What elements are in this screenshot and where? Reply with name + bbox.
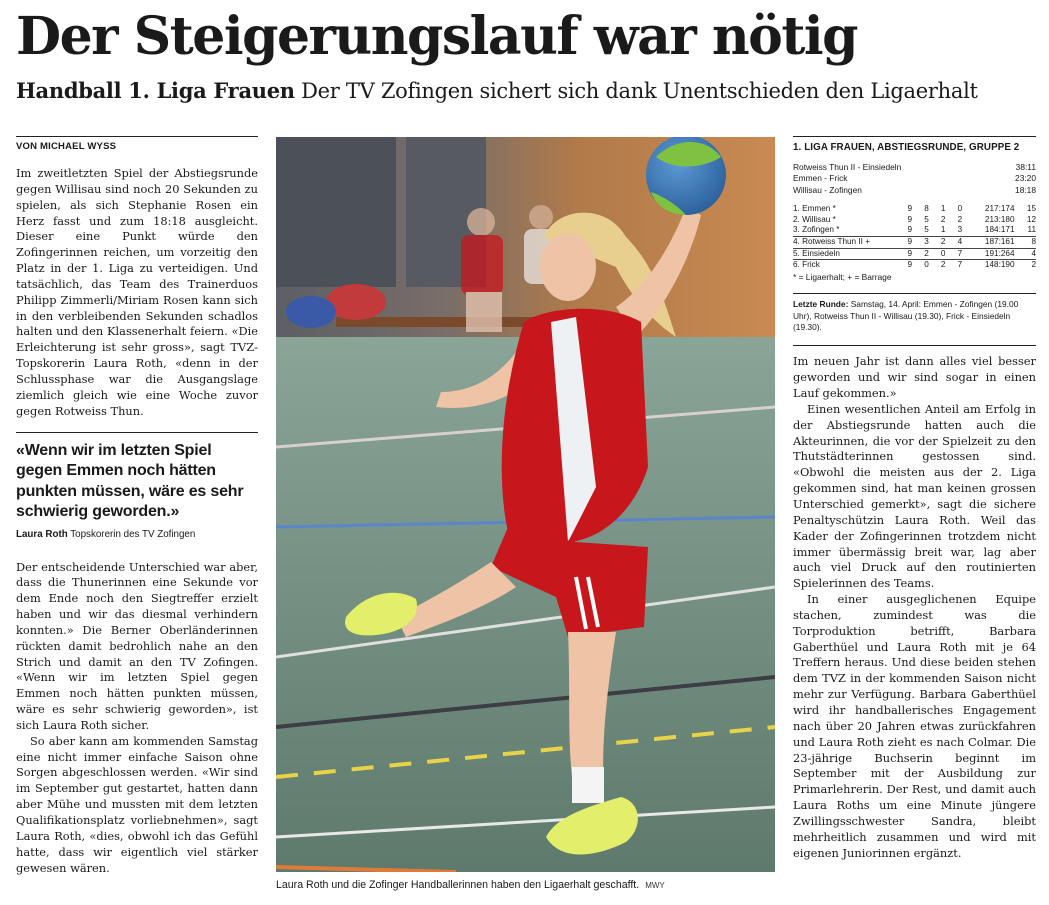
goals-cell: 187:161 — [962, 237, 1014, 249]
pull-quote-author — [16, 529, 258, 540]
wins-cell: 2 — [912, 248, 929, 260]
left-column-text-bottom — [16, 560, 258, 877]
result-match: Willisau - Zofingen — [793, 184, 862, 195]
goals-cell: 217:174 — [984, 204, 1015, 214]
points-cell: 11 — [1015, 225, 1036, 236]
table-row — [793, 204, 1036, 215]
draws-cell: 2 — [940, 214, 946, 224]
standings-title: 1. LIGA FRAUEN, ABSTIEGSRUNDE, GRUPPE 2 — [793, 142, 1020, 153]
points-cell: 12 — [1026, 214, 1036, 224]
article-photo — [276, 137, 775, 872]
points-cell: 2 — [1031, 260, 1036, 270]
draws-cell: 1 — [929, 225, 946, 236]
result-score: 23:20 — [1015, 173, 1036, 184]
games-cell: 9 — [907, 214, 913, 224]
kicker: Handball 1. Liga Frauen — [16, 78, 295, 103]
result-row — [793, 185, 1036, 196]
draws-cell: 2 — [940, 260, 946, 270]
right-column — [793, 136, 1036, 861]
results-list — [793, 162, 1036, 196]
draws-cell: 1 — [940, 204, 946, 214]
paragraph: So aber kann am kommenden Samstag eine nicht immer einfache Saison ohne Sorgen abgeschlossen werden. «Wir sind im September gut gestartet, hatten dann aber Mühe und mussten mit dem letzten Qualifikationsplatz vorliebnehmen», sagt Laura Roth, «dies, obwohl ich das Gefühl hatte, dass wir eigentlich viel stärker gewesen wären. — [16, 733, 258, 875]
table-row — [793, 237, 1036, 249]
headline: Der Steigerungslauf war nötig — [16, 6, 857, 67]
handball — [646, 137, 726, 215]
games-cell: 9 — [907, 204, 913, 214]
paragraph: Im zweitletzten Spiel der Abstiegsrunde gegen Willisau sind noch 20 Sekunden zu spielen, als sich Stephanie Rosen ein Herz fasst und zum 18:18 ausgleicht. Dieser eine Punkt würde den Zofingerinnen reichen, um vorzeitig den Platz in der 1. Liga zu verteidigen. Und tatsächlich, das Team des Trainerduos Philipp Zimmerli/Miriam Rosen kann sich in den verbleibenden Sekunden schadlos halten und den Klassenerhalt feiern. «Die Erleichterung ist sehr gross», sagt TVZ-Topskorerin Laura Roth, «denn in der Schlussphase war die Ausgangslage ziemlich gleich wie eine Woche zuvor gegen Rotweiss Thun. — [16, 166, 258, 418]
result-match: Emmen - Frick — [793, 173, 848, 184]
points-cell: 15 — [1026, 204, 1036, 214]
paragraph: In einer ausgeglichenen Equipe stachen, zumindest was die Torproduktion betrifft, Barbara Gaberthüel und Laura Roth mit je 64 Treffern heraus. Und diese beiden stehen dem TVZ in der kommenden Saison nicht mehr zur Verfügung. Barbara Gaberthüel wird ihr handballerisches Engagement nach über 20 Jahren etwas zurückfahren und Laura Roth zieht es nach Colmar. Die 23-jährige Buchserin beginnt im September mit der Ausbildung zur Primarlehrerin. Der Rest, und damit auch Laura Roths um eine Minute jüngere Zwillingsschwester Sandra, bleibt mehrheitlich zusammen und wird mit eigenen Juniorinnen ergänzt. — [793, 592, 1036, 860]
standings-table — [793, 204, 1036, 271]
paragraph: Im neuen Jahr ist dann alles viel besser geworden und wir sind sogar in einen Lauf gekommen.» — [793, 354, 1036, 401]
goals-cell: 184:171 — [962, 225, 1014, 236]
paragraph: Der entscheidende Unterschied war aber, dass die Thunerinnen eine Sekunde vor dem Ende noch den Siegtreffer erzielt haben und wir das diesmal verhindern konnten.» Die Berner Oberländerinnen rückten damit bedrohlich nahe an den Strich und damit an den TV Zofingen. «Wenn wir im letzten Spiel gegen Emmen noch hätten punkten müssen, wäre es sehr schwierig geworden», ist sich Laura Roth sicher. — [16, 559, 258, 732]
wins-cell: 3 — [912, 237, 929, 249]
caption-text: Laura Roth und die Zofinger Handballerinnen haben den Ligaerhalt geschafft. — [276, 879, 640, 891]
draws-cell: 0 — [929, 248, 946, 260]
points-cell: 4 — [1015, 248, 1036, 260]
losses-cell: 7 — [945, 248, 962, 260]
games-cell: 9 — [895, 248, 912, 260]
wins-cell: 5 — [912, 225, 929, 236]
team-cell: 6. Frick — [793, 260, 820, 270]
pull-quote-text: «Wenn wir im letzten Spiel gegen Emmen noch hätten punkten müssen, wäre es sehr schwierig geworden.» — [16, 441, 244, 520]
team-cell: 1. Emmen * — [793, 204, 836, 214]
table-row — [793, 215, 1036, 226]
last-round-label: Letzte Runde: — [793, 299, 849, 310]
losses-cell: 3 — [945, 225, 962, 236]
left-column-text-top — [16, 166, 258, 420]
byline: VON MICHAEL WYSS — [16, 141, 117, 152]
table-row — [793, 248, 1036, 260]
wins-cell: 5 — [924, 214, 929, 224]
losses-cell: 2 — [957, 214, 963, 224]
wins-cell: 8 — [924, 204, 929, 214]
subheadline-line — [16, 76, 1036, 106]
team-cell: 2. Willisau * — [793, 214, 836, 224]
last-round-text: Samstag, 14. April: Emmen - Zofingen (19.00 Uhr), Rotweiss Thun II - Willisau (19.30), Frick - Einsiedeln (19.30). — [793, 299, 1019, 332]
result-row — [793, 173, 1036, 184]
games-cell: 9 — [895, 225, 912, 236]
right-column-text — [793, 354, 1036, 861]
result-score: 18:18 — [1015, 184, 1036, 195]
quote-author-name: Laura Roth — [16, 528, 68, 540]
handball-player-photo — [276, 137, 775, 872]
team-cell: 5. Einsiedeln — [793, 248, 895, 260]
goals-cell: 213:180 — [984, 214, 1015, 224]
losses-cell: 0 — [957, 204, 963, 214]
column-rule — [793, 345, 1036, 346]
left-column — [16, 136, 258, 876]
photo-credit: MWY — [645, 881, 665, 890]
pull-quote — [16, 432, 258, 540]
table-row — [793, 260, 1036, 271]
result-score: 38:11 — [1015, 162, 1036, 172]
result-match: Rotweiss Thun II - Einsiedeln — [793, 162, 902, 172]
losses-cell: 4 — [945, 237, 962, 249]
paragraph: Einen wesentlichen Anteil am Erfolg in der Abstiegsrunde hatten auch die Akteurinnen, die vor der Spielzeit zu den Thutstädterinnen gestossen sind. «Obwohl die meisten aus der 2. Liga gekommen sind, hat man keinen grossen Unterschied gemerkt», sagt die sichere Penaltyschützin Laura Roth. Weil das Kader der Zofingerinnen trotzdem nicht immer übermässig breit war, lag aber auch viel Druck auf den routinierten Spielerinnen des Teams. — [793, 401, 1036, 591]
games-cell: 9 — [907, 260, 913, 270]
draws-cell: 2 — [929, 237, 946, 249]
photo-caption — [276, 878, 775, 893]
points-cell: 8 — [1015, 237, 1036, 249]
wins-cell: 0 — [924, 260, 929, 270]
team-cell: 4. Rotweiss Thun II + — [793, 237, 895, 249]
wall-panel — [276, 137, 396, 287]
table-legend: * = Ligaerhalt; + = Barrage — [793, 271, 892, 282]
subheadline: Der TV Zofingen sichert sich dank Unentschieden den Ligaerhalt — [301, 79, 978, 103]
last-round — [793, 293, 1036, 333]
games-cell: 9 — [895, 237, 912, 249]
quote-author-role: Topskorerin des TV Zofingen — [70, 528, 196, 540]
goals-cell: 191:264 — [962, 248, 1014, 260]
losses-cell: 7 — [957, 260, 963, 270]
result-row — [793, 162, 1036, 173]
table-row — [793, 225, 1036, 236]
bag — [286, 296, 336, 328]
goals-cell: 148:190 — [984, 260, 1015, 270]
team-cell: 3. Zofingen * — [793, 225, 895, 236]
